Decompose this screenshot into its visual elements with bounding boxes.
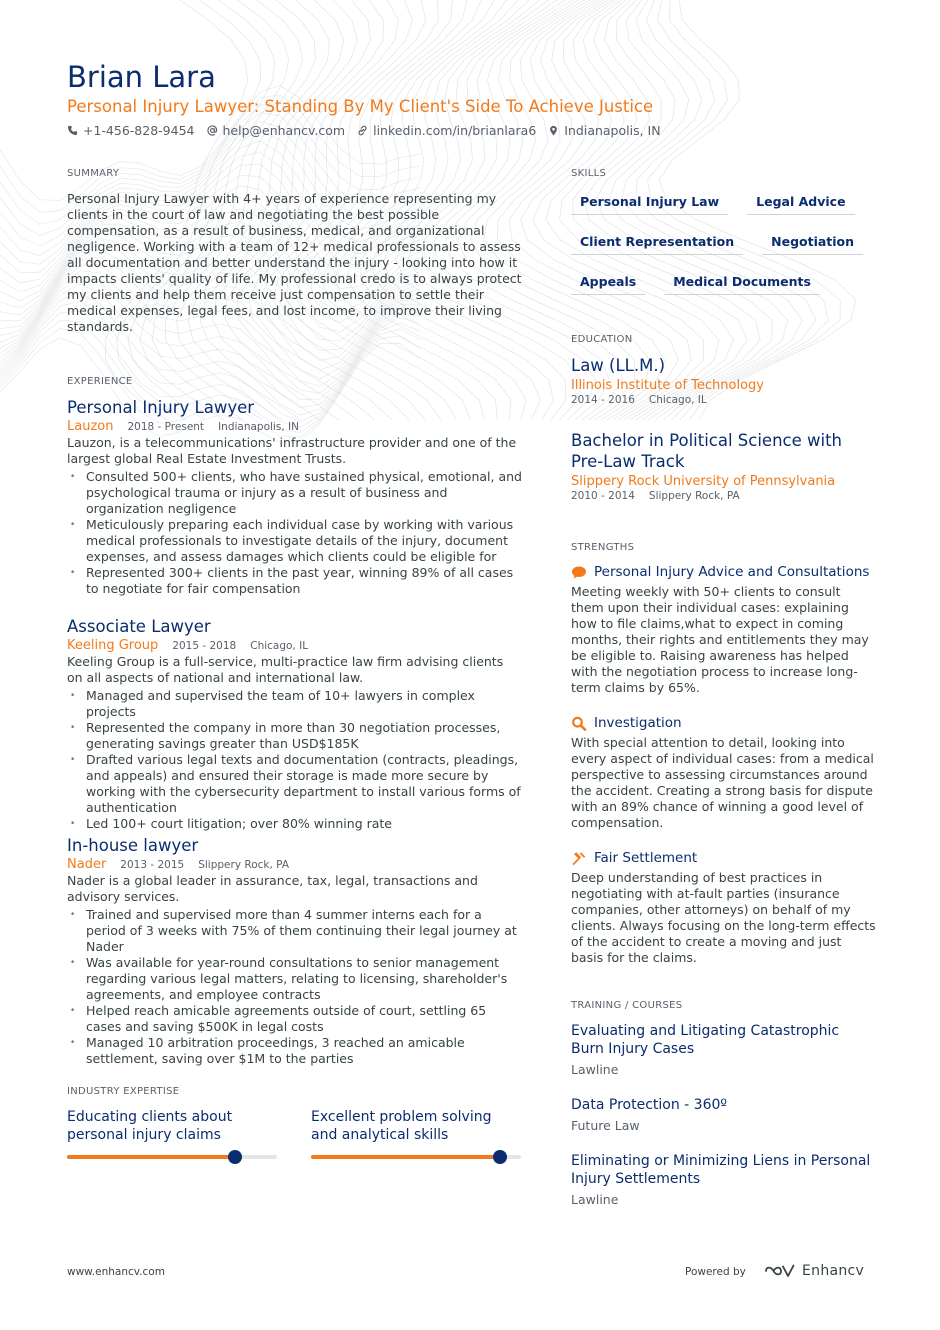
course-item	[571, 1096, 876, 1133]
expertise-level-fill	[67, 1155, 235, 1159]
education-dates: 2010 - 2014	[571, 490, 635, 502]
job-bullets	[67, 907, 522, 1067]
education-degree: Law (LL.M.)	[571, 356, 666, 375]
education-school: Illinois Institute of Technology	[571, 378, 764, 393]
strength-item	[571, 564, 876, 696]
job-company: Nader	[67, 857, 107, 872]
strength-heading	[571, 564, 876, 580]
gavel-icon	[571, 851, 587, 866]
expertise-level-bar	[311, 1155, 521, 1159]
contact-location	[548, 123, 660, 138]
course-name: Evaluating and Litigating Catastrophic Burn Injury Cases	[571, 1023, 840, 1057]
strength-text: With special attention to detail, looking into every aspect of individual cases: from a medical perspective to assessing circumstances around the accident. Creating a strong basis for dispute with an 89% chance of winning a good level of compensation.	[571, 735, 874, 830]
skill-tag: Legal Advice	[747, 190, 854, 215]
contact-linkedin-text: linkedin.com/in/brianlara6	[373, 123, 537, 138]
job-meta	[67, 638, 522, 653]
experience-entry	[67, 398, 522, 597]
skills-section-title: SKILLS	[571, 168, 607, 179]
contact-linkedin[interactable]	[357, 123, 536, 138]
candidate-tagline: Personal Injury Lawyer: Standing By My Client's Side To Achieve Justice	[67, 97, 654, 116]
link-icon	[357, 125, 368, 136]
strength-text: Deep understanding of best practices in negotiating with at-fault parties (insurance companies, other attorneys) on behalf of my clients. Always focusing on the long-term effects of the accident to create a moving and just basis for the claims.	[571, 870, 876, 965]
job-bullet: • Was available for year-round consultations to senior management regarding various legal matters, relating to licensing, shareholder's agreements, and employee contracts	[67, 955, 522, 1003]
location-pin-icon	[548, 125, 559, 136]
strength-heading	[571, 715, 876, 731]
strength-title: Fair Settlement	[594, 850, 698, 866]
skill-tag: Medical Documents	[664, 270, 820, 295]
experience-entry	[67, 836, 522, 1067]
job-dates: 2018 - Present	[127, 421, 205, 433]
training-section-title: TRAINING / COURSES	[571, 1000, 683, 1011]
phone-icon	[67, 125, 78, 136]
contact-email-text: help@enhancv.com	[222, 123, 346, 138]
education-meta	[571, 394, 876, 406]
speech-bubble-icon	[571, 565, 587, 580]
job-location: Indianapolis, IN	[218, 421, 299, 433]
job-dates: 2015 - 2018	[172, 640, 237, 652]
summary-section-title: SUMMARY	[67, 168, 120, 179]
contact-bar	[67, 123, 661, 138]
education-entry	[571, 355, 876, 406]
course-name: Eliminating or Minimizing Liens in Personal Injury Settlements	[571, 1153, 871, 1187]
expertise-level-knob	[228, 1150, 242, 1164]
education-dates: 2014 - 2016	[571, 394, 635, 406]
skills-row	[571, 270, 876, 295]
skill-tag: Personal Injury Law	[571, 190, 728, 215]
job-bullet: • Led 100+ court litigation; over 80% winning rate	[67, 816, 522, 832]
strength-title: Investigation	[594, 715, 682, 731]
course-provider: Lawline	[571, 1062, 619, 1077]
expertise-label: Educating clients about personal injury claims	[67, 1109, 233, 1143]
expertise-level-fill	[311, 1155, 500, 1159]
job-title: In-house lawyer	[67, 836, 199, 855]
education-meta	[571, 490, 876, 502]
strength-title: Personal Injury Advice and Consultations	[594, 564, 870, 580]
skill-tag: Appeals	[571, 270, 645, 295]
strength-item	[571, 715, 876, 831]
job-bullets	[67, 688, 522, 832]
job-dates: 2013 - 2015	[120, 859, 185, 871]
at-icon	[207, 125, 218, 136]
job-description: Lauzon, is a telecommunications' infrastructure provider and one of the largest global Real Estate Investment Trusts.	[67, 435, 517, 466]
job-bullet: • Trained and supervised more than 4 summer interns each for a period of 3 weeks with 75% of them continuing their legal journey at Nader	[67, 907, 522, 955]
enhancv-logo-icon	[764, 1262, 796, 1280]
strength-item	[571, 850, 876, 966]
skill-tag: Client Representation	[571, 230, 743, 255]
footer-url[interactable]: www.enhancv.com	[67, 1266, 165, 1278]
contact-email[interactable]	[207, 123, 346, 138]
strength-text: Meeting weekly with 50+ clients to consult them upon their individual cases: explaining how to file claims,what to expect in coming months, their rights and entitlements they may be eligible to. Raising awareness has helped with the negotiation process to increase long-term claims by 65%.	[571, 584, 869, 695]
job-company: Keeling Group	[67, 638, 159, 653]
job-title: Personal Injury Lawyer	[67, 398, 255, 417]
job-bullet: • Represented the company in more than 30 negotiation processes, generating savings greater than USD$185K	[67, 720, 522, 752]
job-bullet: • Drafted various legal texts and documentation (contracts, pleadings, and appeals) and ensured their storage is made more secure by working with the cybersecurity department to install various forms of authentication	[67, 752, 522, 816]
expertise-level-bar	[67, 1155, 277, 1159]
strength-heading	[571, 850, 876, 866]
education-degree: Bachelor in Political Science with Pre-Law Track	[571, 431, 843, 471]
expertise-item	[311, 1108, 521, 1144]
expertise-item	[67, 1108, 277, 1144]
education-location: Slippery Rock, PA	[648, 490, 740, 502]
contact-location-text: Indianapolis, IN	[564, 123, 661, 138]
skill-tag: Negotiation	[762, 230, 863, 255]
job-bullet: • Helped reach amicable agreements outside of court, settling 65 cases and saving $500K in legal costs	[67, 1003, 522, 1035]
job-bullet: • Consulted 500+ clients, who have sustained physical, emotional, and psychological trauma or injury as a result of business and organization negligence	[67, 469, 522, 517]
job-bullet: • Represented 300+ clients in the past year, winning 89% of all cases to negotiate for fair compensation	[67, 565, 522, 597]
skills-row	[571, 230, 876, 255]
course-provider: Lawline	[571, 1192, 619, 1207]
education-school: Slippery Rock University of Pennsylvania	[571, 474, 836, 489]
course-name: Data Protection - 360º	[571, 1097, 727, 1113]
candidate-name: Brian Lara	[67, 60, 216, 94]
skills-row	[571, 190, 876, 215]
job-description: Keeling Group is a full-service, multi-practice law firm advising clients on all aspects of national and international law.	[67, 654, 504, 685]
experience-entry	[67, 617, 522, 832]
job-bullet: • Meticulously preparing each individual case by working with various medical professionals to investigate details of the injury, document expenses, and assess damages which clients could be eligible for	[67, 517, 522, 565]
summary-text: Personal Injury Lawyer with 4+ years of experience representing my clients in the court of law and negotiating the best possible compensation, as a result of business, medical, and organizational negligence. Working with a team of 12+ medical professionals to assess all documentation and better understand the injury - looking into how it impacts clients' quality of life. My professional credo is to always protect my clients and help them receive just compensation to settle their medical expenses, legal fees, and lost income, to improve their living standards.	[67, 191, 522, 334]
experience-section-title: EXPERIENCE	[67, 376, 133, 387]
job-bullets	[67, 469, 522, 597]
contact-phone-text: +1-456-828-9454	[83, 123, 195, 138]
footer-brand-logo[interactable]	[764, 1262, 864, 1280]
education-entry	[571, 430, 876, 502]
job-meta	[67, 419, 522, 434]
job-bullet: • Managed and supervised the team of 10+ lawyers in complex projects	[67, 688, 522, 720]
skills-list	[571, 190, 876, 310]
job-location: Chicago, IL	[250, 640, 309, 652]
industry-expertise-section-title: INDUSTRY EXPERTISE	[67, 1086, 180, 1097]
job-company: Lauzon	[67, 419, 114, 434]
magnifier-icon	[571, 716, 587, 731]
strengths-section-title: STRENGTHS	[571, 542, 635, 553]
expertise-level-knob	[493, 1150, 507, 1164]
education-section-title: EDUCATION	[571, 334, 633, 345]
footer-powered-by: Powered by	[685, 1266, 746, 1278]
contact-phone[interactable]	[67, 123, 195, 138]
job-bullet: • Managed 10 arbitration proceedings, 3 reached an amicable settlement, saving over $1M to the parties	[67, 1035, 522, 1067]
expertise-label: Excellent problem solving and analytical skills	[311, 1109, 492, 1143]
job-meta	[67, 857, 522, 872]
course-item	[571, 1022, 876, 1077]
course-provider: Future Law	[571, 1118, 640, 1133]
job-description: Nader is a global leader in assurance, tax, legal, transactions and advisory services.	[67, 873, 478, 904]
job-location: Slippery Rock, PA	[198, 859, 289, 871]
course-item	[571, 1152, 876, 1207]
education-location: Chicago, IL	[648, 394, 707, 406]
footer-brand-name: Enhancv	[802, 1263, 865, 1279]
job-title: Associate Lawyer	[67, 617, 211, 636]
